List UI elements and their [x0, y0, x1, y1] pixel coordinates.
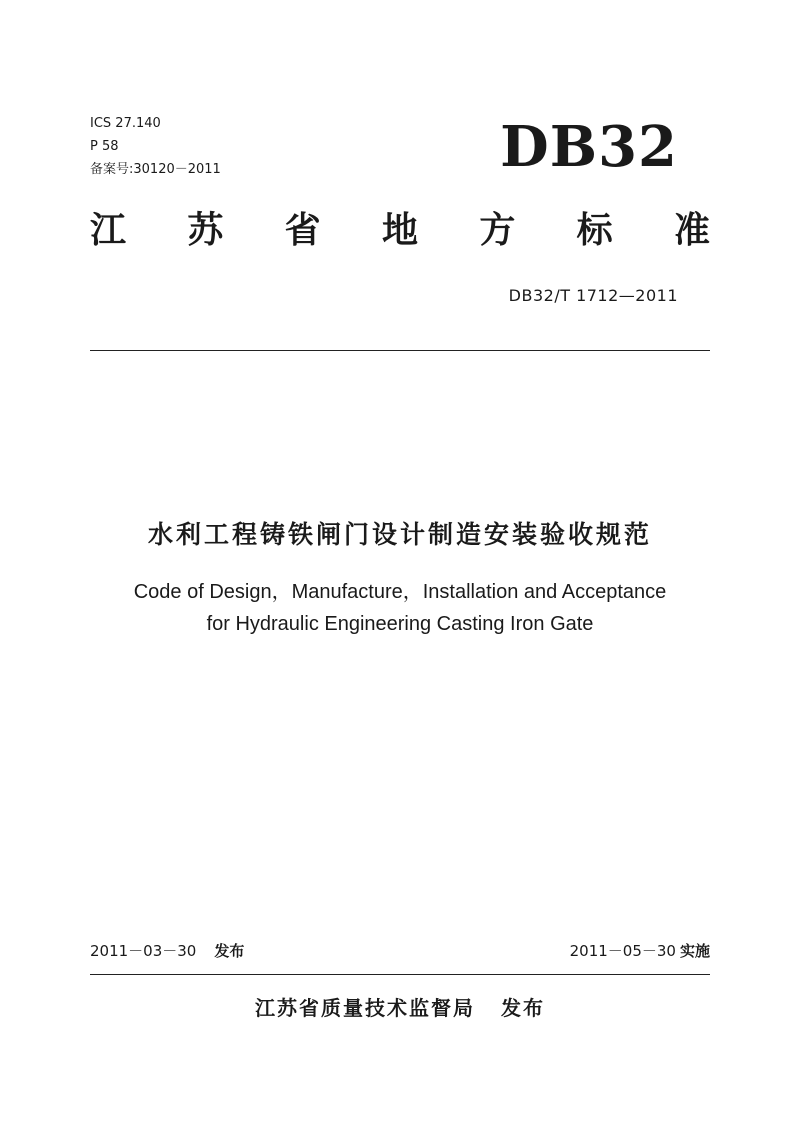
standard-code-logo: DB32	[500, 114, 678, 180]
issuer-line	[0, 992, 800, 1021]
title-english	[0, 576, 800, 640]
issue-date: 2011－03－30	[90, 942, 197, 960]
ics-code: ICS 27.140	[90, 116, 161, 131]
standard-type-char: 标	[576, 210, 613, 251]
standard-type-char: 准	[673, 210, 710, 251]
standard-type-char: 苏	[187, 210, 224, 251]
issue-label: 发布	[214, 942, 245, 960]
title-chinese: 水利工程铸铁闸门设计制造安装验收规范	[147, 520, 652, 549]
implementation-date: 2011－05－30	[569, 942, 676, 960]
implementation-date-block	[570, 940, 710, 961]
standard-number: DB32/T 1712—2011	[508, 286, 678, 305]
implementation-label: 实施	[679, 942, 710, 960]
title-english-line-2: for Hydraulic Engineering Casting Iron Gate	[206, 613, 594, 635]
standard-type-char: 地	[381, 210, 418, 251]
bottom-divider	[90, 974, 710, 975]
standard-type-char: 省	[284, 210, 321, 251]
standard-type-char: 江	[90, 210, 127, 251]
issuer-name: 江苏省质量技术监督局	[255, 996, 475, 1020]
classification-block	[90, 112, 221, 181]
ccs-code: P 58	[90, 139, 119, 154]
standard-type-char: 方	[479, 210, 516, 251]
title-english-line-1: Code of Design，Manufacture，Installation and Acceptance	[133, 581, 667, 603]
top-divider	[90, 350, 710, 351]
record-number: 备案号:30120－2011	[90, 162, 221, 177]
standard-type-heading	[90, 206, 710, 256]
issuer-action: 发布	[501, 996, 545, 1020]
issue-date-block	[90, 940, 244, 961]
